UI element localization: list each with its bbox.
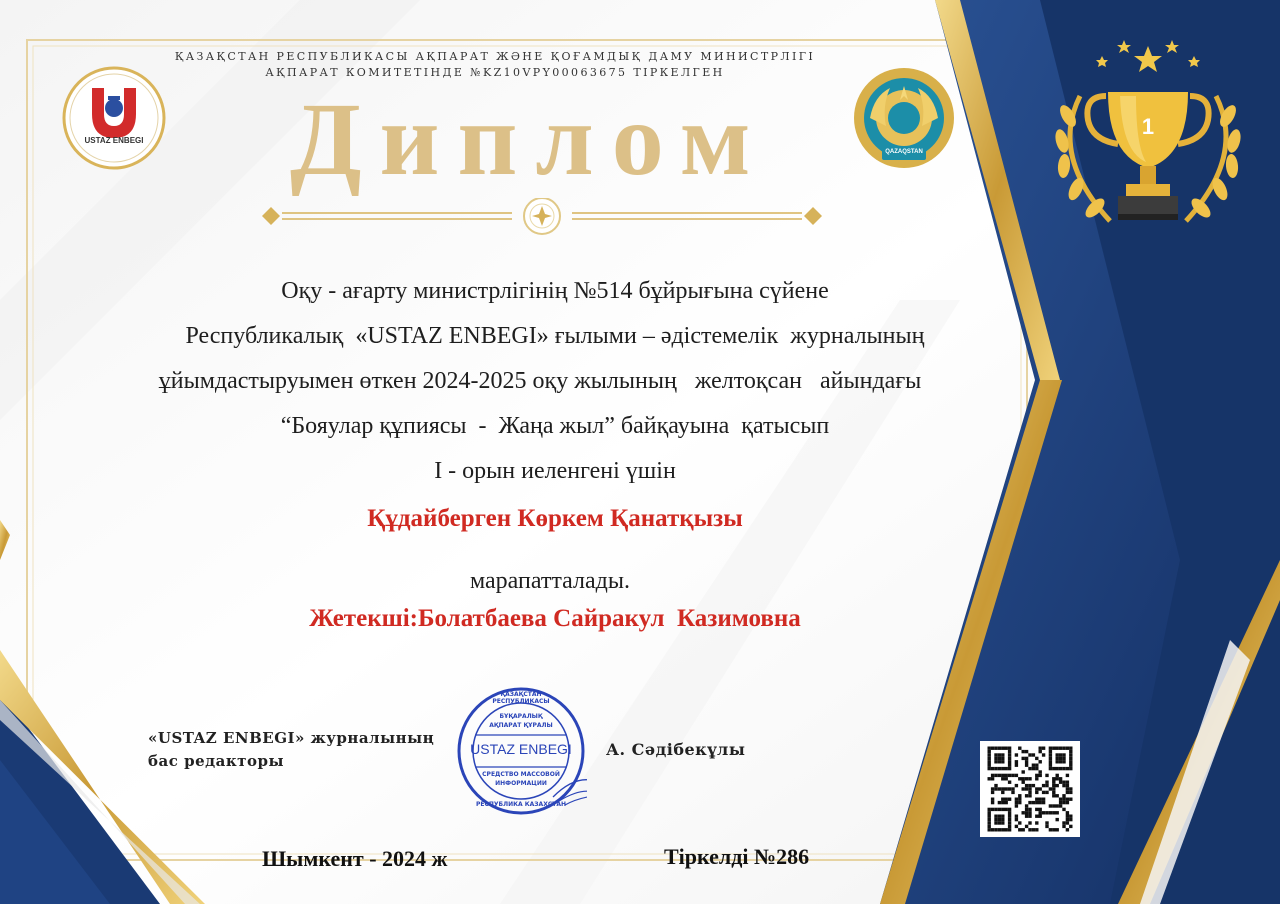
supervisor-name: Жетекші:Болатбаева Сайракул Казимовна bbox=[309, 605, 801, 632]
emblem-text: QAZAQSTAN bbox=[885, 149, 923, 155]
body-line-4: “Бояулар құпиясы - Жаңа жыл” байқауына қатысып bbox=[280, 413, 830, 439]
editor-role-line-1: «USTAZ ENBEGI» журналының bbox=[148, 729, 435, 747]
logo-text: USTAZ ENBEGI bbox=[84, 136, 144, 145]
stamp-inner-bottom-2: ИНФОРМАЦИИ bbox=[495, 780, 547, 787]
body-line-5: І - орын иеленгені үшін bbox=[434, 458, 676, 484]
state-emblem bbox=[852, 66, 956, 170]
ministry-line-2: АҚПАРАТ КОМИТЕТІНДЕ №KZ10VPY00063675 ТІРКЕЛГЕН bbox=[265, 66, 725, 79]
recipient-name: Құдайберген Көркем Қанатқызы bbox=[367, 505, 743, 532]
editor-role-line-2: бас редакторы bbox=[148, 752, 284, 770]
ustaz-enbegi-logo bbox=[62, 66, 166, 170]
trophy-icon bbox=[1040, 36, 1256, 246]
stamp-center-text: USTAZ ENBEGI bbox=[470, 741, 572, 757]
body-line-1: Оқу - ағарту министрлігінің №514 бұйрығына сүйене bbox=[281, 278, 829, 304]
body-line-2: Республикалық «USTAZ ENBEGI» ғылыми – әдістемелік журналының bbox=[185, 323, 925, 349]
stamp-ring-top: ҚАЗАҚСТАН РЕСПУБЛИКАСЫ bbox=[492, 691, 550, 705]
qr-code bbox=[980, 741, 1080, 837]
stamp-inner-top-1: БҰҚАРАЛЫҚ bbox=[499, 713, 543, 720]
awarded-text: марапатталады. bbox=[470, 568, 630, 594]
official-stamp bbox=[455, 685, 587, 817]
stamp-inner-bottom-1: СРЕДСТВО МАССОВОЙ bbox=[482, 771, 560, 778]
title-ornament bbox=[262, 198, 822, 238]
body-line-3: ұйымдастыруымен өткен 2024-2025 оқу жылының желтоқсан айындағы bbox=[158, 368, 922, 394]
trophy-rank: 1 bbox=[1141, 114, 1155, 139]
ministry-line-1: ҚАЗАҚСТАН РЕСПУБЛИКАСЫ АҚПАРАТ ЖӘНЕ ҚОҒАМДЫҚ ДАМУ МИНИСТРЛІГІ bbox=[174, 50, 816, 63]
stamp-ring-bottom: РЕСПУБЛИКА КАЗАХСТАН bbox=[475, 801, 566, 808]
city-year: Шымкент - 2024 ж bbox=[262, 846, 448, 871]
stamp-inner-top-2: АҚПАРАТ ҚҰРАЛЫ bbox=[489, 722, 553, 729]
editor-name: А. Сәдібекұлы bbox=[606, 740, 746, 759]
registration-number: Тіркелді №286 bbox=[664, 844, 810, 869]
diploma-title: Диплом bbox=[290, 82, 769, 197]
